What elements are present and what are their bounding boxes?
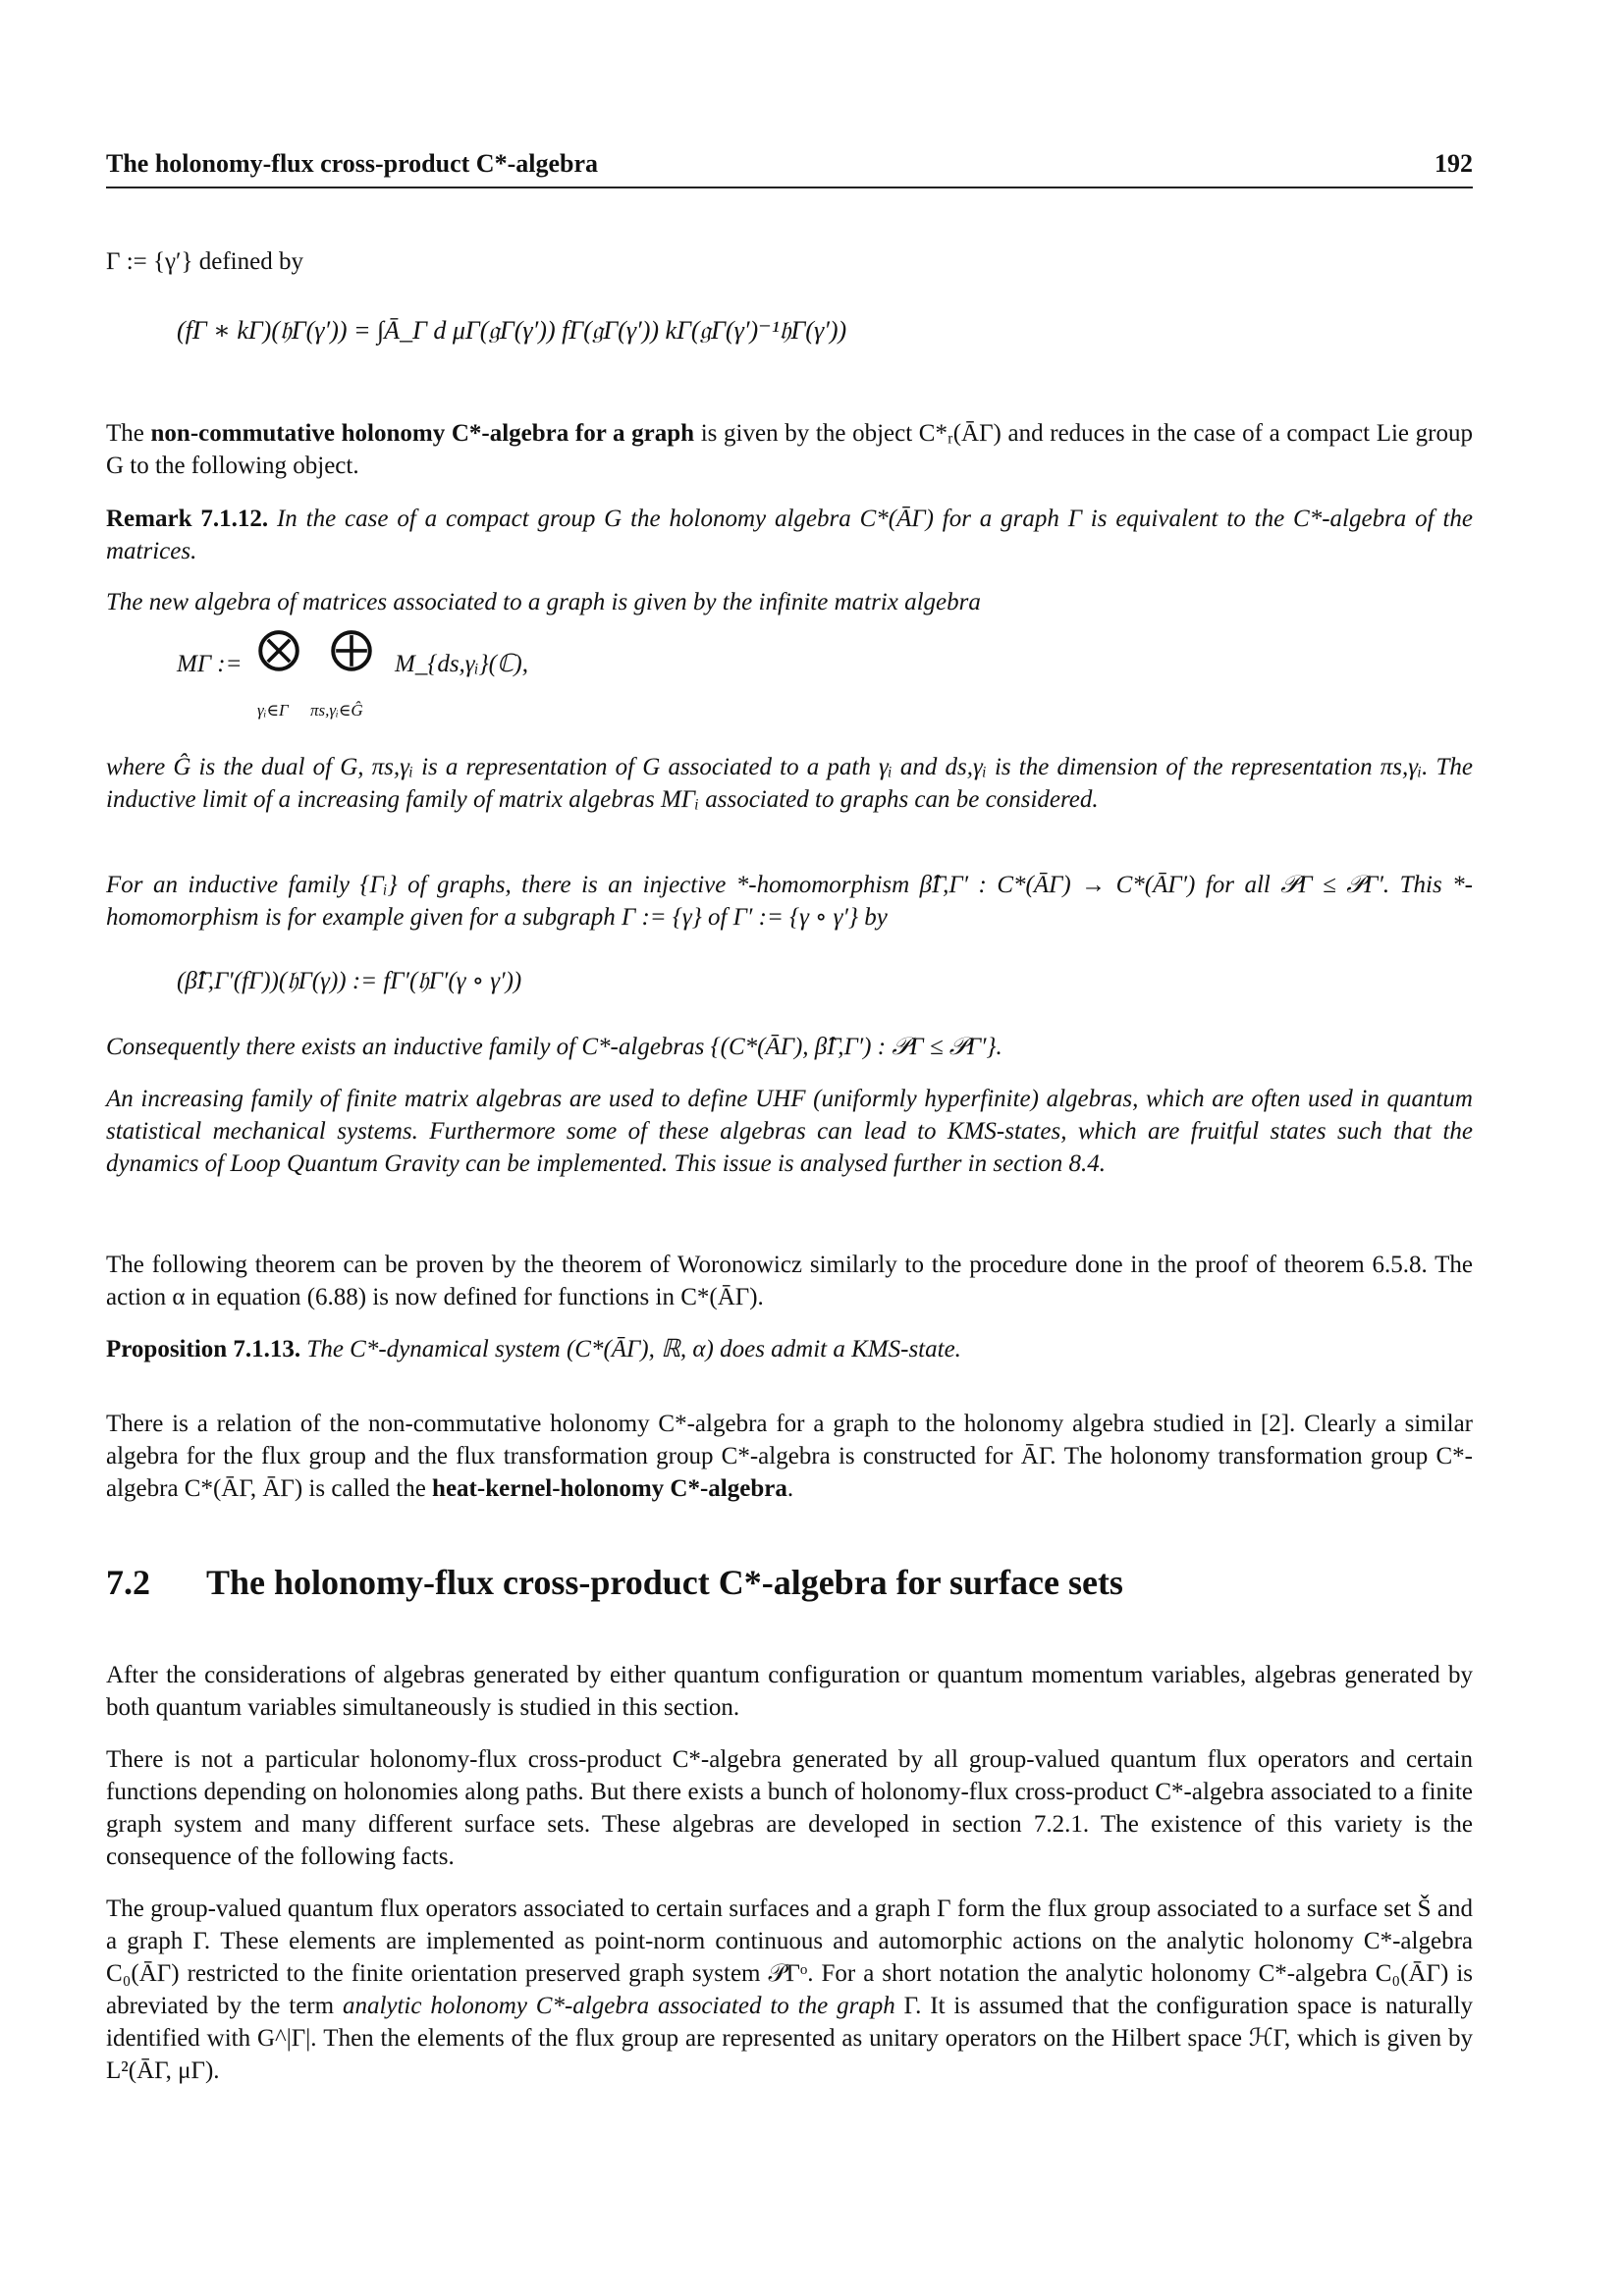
section-number: 7.2 — [106, 1563, 150, 1602]
paragraph-relation — [106, 1408, 1473, 1505]
direct-sum-symbol: ⨁ — [330, 624, 373, 672]
matrix-rhs: M_{ds,γᵢ}(ℂ), — [395, 651, 528, 677]
section-heading-7-2 — [106, 1561, 1473, 1604]
relation-pre: There is a relation of the non-commutative holonomy C*-algebra for a graph to the holonomy algebra studied in [2]. Clearly a similar algebra for the flux group and the flux transformation group C*-algebra is constructed for ĀΓ. The holonomy transformation group C*-algebra C*(ĀΓ, ĀΓ) is called the — [106, 1411, 1473, 1502]
matrix-lhs: MΓ := — [177, 651, 243, 677]
tensor-product-symbol: ⨂ — [257, 624, 300, 672]
noncomm-post: is given by the object C*ᵣ(ĀΓ) and reduces in the case of a compact Lie group G to the following object. — [106, 420, 1473, 479]
paragraph-where-dual: where Ĝ is the dual of G, πs,γᵢ is a representation of G associated to a path γᵢ and ds,γᵢ is the dimension of the representation πs,γᵢ. The inductive limit of a increasing family of matrix algebras MΓᵢ associated to graphs can be considered. — [106, 754, 1473, 813]
proposition-label: Proposition 7.1.13. — [106, 1336, 301, 1362]
paragraph-gamma-defined: Γ := {γ′} defined by — [106, 248, 303, 275]
proposition-text: The C*-dynamical system (C*(ĀΓ), ℝ, α) does admit a KMS-state. — [306, 1336, 961, 1362]
paragraph-following-theorem: The following theorem can be proven by the theorem of Woronowicz similarly to the procedure done in the proof of theorem 6.5.8. The action α in equation (6.88) is now defined for functions in C*(ĀΓ). — [106, 1252, 1473, 1310]
group-valued-pre: The group-valued quantum flux operators associated to certain surfaces and a graph Γ form the flux group associated to a surface set Š and a graph Γ. These elements are implemented as point-norm continuous and automorphic actions on the analytic holonomy C*-algebra C₀(ĀΓ) restricted to the finite orientation preserved graph system 𝒫Γᵒ. For a short notation the analytic holonomy C*-algebra C₀(ĀΓ) is abreviated by the term — [106, 1896, 1473, 2019]
paragraph-noncommutative — [106, 417, 1473, 482]
paragraph-after-considerations: After the considerations of algebras generated by either quantum configuration or quantum momentum variables, algebras generated by both quantum variables simultaneously is studied in this section. — [106, 1662, 1473, 1721]
remark-7-1-12 — [106, 503, 1473, 567]
header-rule — [106, 187, 1473, 188]
paragraph-group-valued-flux — [106, 1893, 1473, 2087]
sum-index: πs,γᵢ∈Ĝ — [310, 701, 363, 720]
paragraph-there-is-not: There is not a particular holonomy-flux cross-product C*-algebra generated by all group-valued quantum flux operators and certain functions depending on holonomies along paths. But there exists a bunch of holonomy-flux cross-product C*-algebra associated to a finite graph system and many different surface sets. These algebras are developed in section 7.2.1. The existence of this variety is the consequence of the following facts. — [106, 1746, 1473, 1870]
remark-text: In the case of a compact group G the holonomy algebra C*(ĀΓ) for a graph Γ is equivalent to the C*-algebra of the matrices. — [106, 506, 1473, 564]
group-valued-italic-term: analytic holonomy C*-algebra associated to the graph — [342, 1993, 895, 2019]
section-title: The holonomy-flux cross-product C*-algebra for surface sets — [206, 1563, 1123, 1602]
page-number: 192 — [1435, 149, 1473, 178]
equation-beta-homomorphism: (β̂Γ,Γ′(fΓ))(𝔥Γ(γ)) := fΓ′(𝔥Γ′(γ ∘ γ′)) — [177, 968, 522, 994]
running-header — [106, 147, 1473, 183]
remark-label: Remark 7.1.12. — [106, 506, 269, 532]
tensor-index: γᵢ∈Γ — [257, 701, 289, 720]
relation-bold-term: heat-kernel-holonomy C*-algebra — [432, 1475, 787, 1502]
paragraph-new-algebra: The new algebra of matrices associated to a graph is given by the infinite matrix algebra — [106, 589, 981, 615]
noncomm-bold-term: non-commutative holonomy C*-algebra for a graph — [150, 420, 695, 447]
noncomm-pre: The — [106, 420, 151, 447]
relation-post: . — [786, 1475, 794, 1502]
header-title: The holonomy-flux cross-product C*-algebra — [106, 149, 598, 178]
paragraph-consequently: Consequently there exists an inductive family of C*-algebras {(C*(ĀΓ), β̂Γ,Γ′) : 𝒫Γ ≤ 𝒫Γ′}. — [106, 1034, 1002, 1060]
proposition-7-1-13 — [106, 1333, 1473, 1365]
paragraph-inductive-family: For an inductive family {Γᵢ} of graphs, there is an injective *-homomorphism β̂Γ,Γ′ : C*(ĀΓ) → C*(ĀΓ′) for all 𝒫Γ ≤ 𝒫Γ′. This *-homomorphism is for example given for a subgraph Γ := {γ} of Γ′ := {γ ∘ γ′} by — [106, 872, 1473, 931]
paragraph-uhf-algebras: An increasing family of finite matrix algebras are used to define UHF (uniformly hyperfinite) algebras, which are often used in quantum statistical mechanical systems. Furthermore some of these algebras can lead to KMS-states, which are fruitful states such that the dynamics of Loop Quantum Gravity can be implemented. This issue is analysed further in section 8.4. — [106, 1086, 1473, 1177]
equation-convolution: (fΓ ∗ kΓ)(𝔥Γ(γ′)) = ∫Ā_Γ d μΓ(𝔤Γ(γ′)) fΓ(𝔤Γ(γ′)) kΓ(𝔤Γ(γ′)⁻¹𝔥Γ(γ′)) — [177, 316, 847, 345]
group-valued-post: Γ. It is assumed that the configuration space is naturally identified with G^|Γ|. Then the elements of the flux group are represented as unitary operators on the Hilbert space ℋΓ, which is given by L²(ĀΓ, μΓ). — [106, 1993, 1473, 2084]
